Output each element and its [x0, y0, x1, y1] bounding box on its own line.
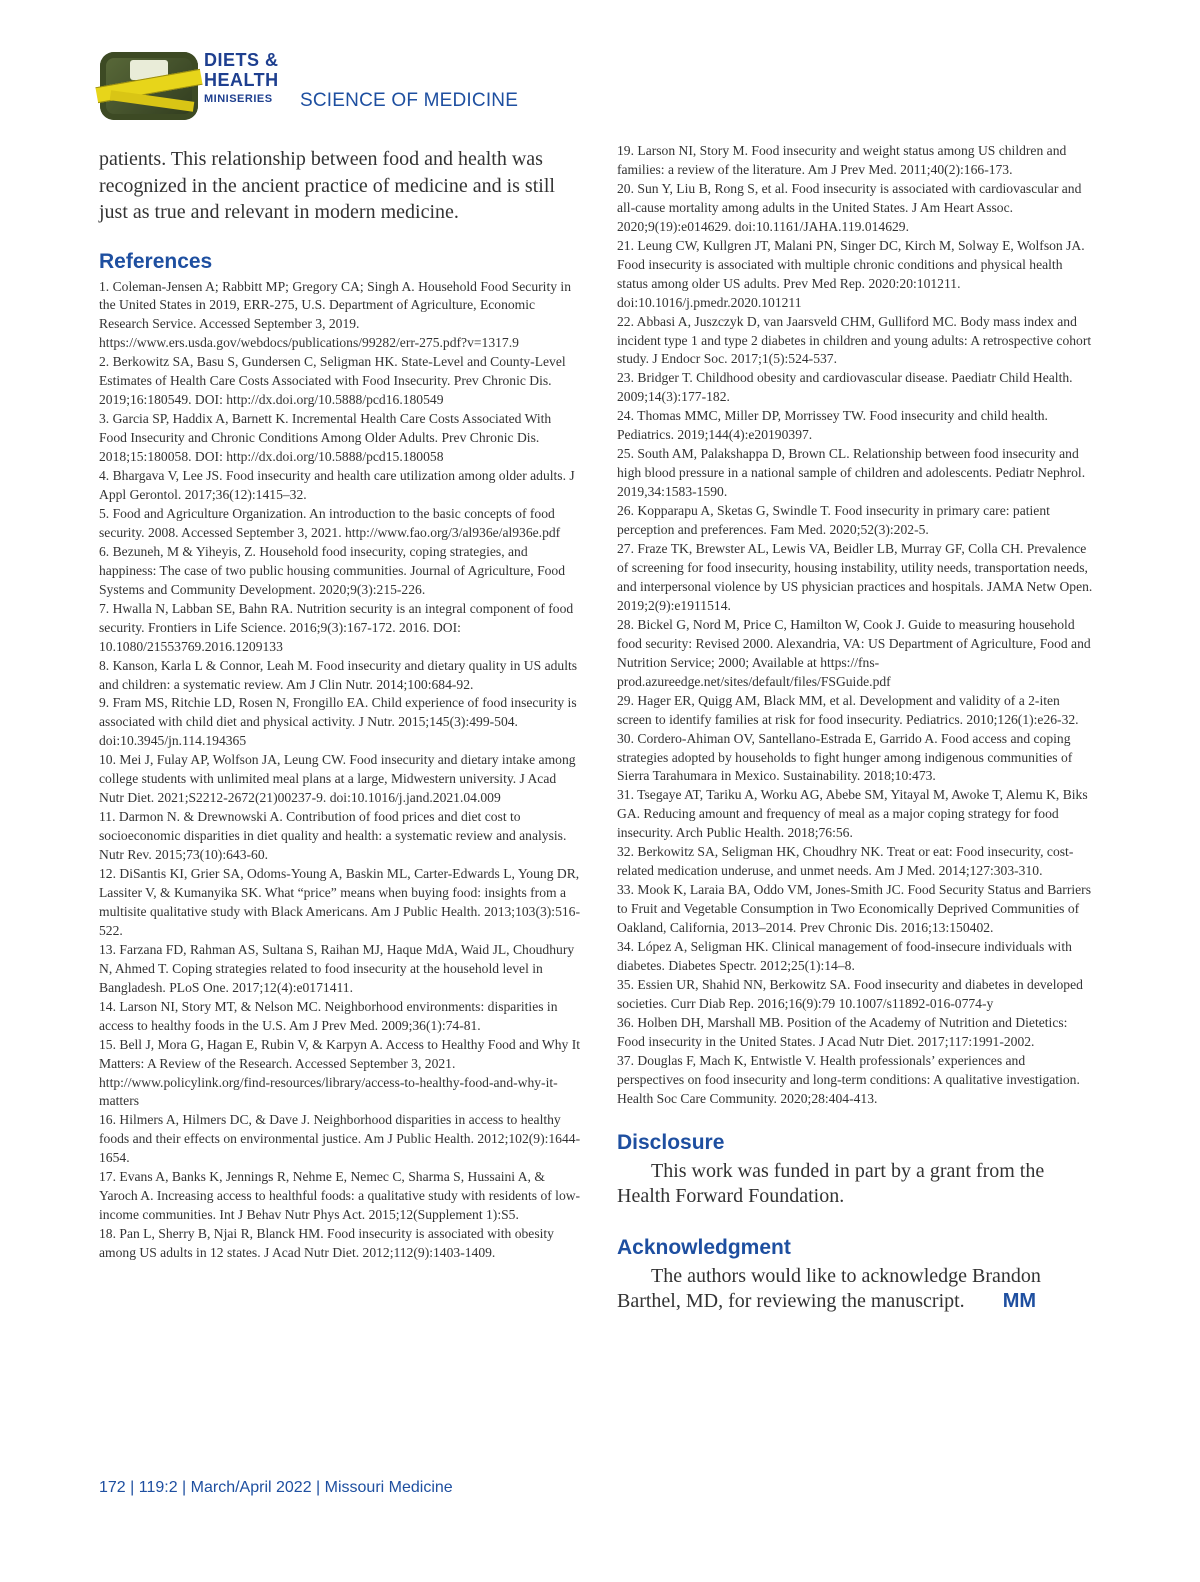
reference-item: 20. Sun Y, Liu B, Rong S, et al. Food insecurity is associated with cardiovascular and all-cause mortality among adults in the United States. J Am Heart Assoc. 2020;9(19):e014629. doi:10.1161/JAHA.119.014629.: [617, 180, 1082, 234]
logo-line-3: MINISERIES: [204, 93, 273, 105]
reference-item: 3. Garcia SP, Haddix A, Barnett K. Incremental Health Care Costs Associated With Food Insecurity and Chronic Conditions Among Older Adults. Prev Chronic Dis. 2018;15:180058. DOI: http://dx.doi.org/10.5888/pcd15.180058: [99, 411, 552, 465]
right-column: [617, 142, 1095, 1315]
reference-item: 7. Hwalla N, Labban SE, Bahn RA. Nutrition security is an integral component of food security. Frontiers in Life Science. 2016;9(3):167-172. 2016. DOI: 10.1080/21553769.2016.1209133: [99, 600, 574, 654]
reference-item: 27. Fraze TK, Brewster AL, Lewis VA, Beidler LB, Murray GF, Colla CH. Prevalence of screening for food insecurity, housing instability, utility needs, transportation needs, and interpersonal violence by US physician practices and hospitals. JAMA Netw Open. 2019;2(9):e1911514.: [617, 541, 1093, 613]
references-list-left: [99, 278, 581, 1264]
references-heading: References: [99, 249, 213, 273]
scale-icon: [100, 52, 198, 120]
reference-item: 36. Holben DH, Marshall MB. Position of the Academy of Nutrition and Dietetics: Food insecurity in the United States. J Acad Nutr Diet. 2017;117:1991-2002.: [617, 1014, 1068, 1049]
reference-item: 17. Evans A, Banks K, Jennings R, Nehme E, Nemec C, Sharma S, Hussaini A, & Yaroch A. Increasing access to healthful foods: a qualitative study with residents of low-income communities. Int J Behav Nutr Phys Act. 2015;12(Supplement 1):S5.: [99, 1169, 581, 1223]
reference-item: 13. Farzana FD, Rahman AS, Sultana S, Raihan MJ, Haque MdA, Waid JL, Choudhury N, Ahmed T. Coping strategies related to food insecurity at the household level in Bangladesh. PLoS One. 2017;12(4):e0171411.: [99, 941, 575, 995]
reference-item: 6. Bezuneh, M & Yiheyis, Z. Household food insecurity, coping strategies, and happiness: The case of two public housing communities. Journal of Agriculture, Food Systems and Community Development. 2020;9(3):215-226.: [99, 543, 566, 597]
reference-item: 29. Hager ER, Quigg AM, Black MM, et al. Development and validity of a 2-iten screen to identify families at risk for food insecurity. Pediatrics. 2010;126(1):e26-32.: [617, 692, 1079, 727]
reference-item: 28. Bickel G, Nord M, Price C, Hamilton W, Cook J. Guide to measuring household food security: Revised 2000. Alexandria, VA: US Department of Agriculture, Food and Nutrition Service; 2000; Available at https://fns-prod.azureedge.net/sites/default/files/FSGuide.pdf: [617, 616, 1091, 689]
page-footer: 172 | 119:2 | March/April 2022 | Missouri Medicine: [99, 1479, 453, 1496]
reference-item: 24. Thomas MMC, Miller DP, Morrissey TW. Food insecurity and child health. Pediatrics. 2019;144(4):e20190397.: [617, 408, 1048, 443]
acknowledgment-heading: Acknowledgment: [617, 1235, 791, 1259]
left-column: [99, 146, 581, 1263]
reference-item: 9. Fram MS, Ritchie LD, Rosen N, Frongillo EA. Child experience of food insecurity is associated with child diet and physical activity. J Nutr. 2015;145(3):499-504. doi:10.3945/jn.114.194365: [99, 695, 577, 749]
reference-item: 10. Mei J, Fulay AP, Wolfson JA, Leung CW. Food insecurity and dietary intake among college students with unlimited meal plans at a large, Midwestern university. J Acad Nutr Diet. 2021;S2212-2672(21)00237-9. doi:10.1016/j.jand.2021.04.009: [99, 752, 576, 806]
reference-item: 34. López A, Seligman HK. Clinical management of food-insecure individuals with diabetes. Diabetes Spectr. 2012;25(1):14–8.: [617, 939, 1072, 973]
reference-item: 15. Bell J, Mora G, Hagan E, Rubin V, & Karpyn A. Access to Healthy Food and Why It Matters: A Review of the Research. Accessed September 3, 2021. http://www.policylink.org/find-resources/library/access-to-healthy-food-and-why-it-matters: [99, 1036, 581, 1109]
reference-item: 35. Essien UR, Shahid NN, Berkowitz SA. Food insecurity and diabetes in developed societies. Curr Diab Rep. 2016;16(9):79 10.1007/s11892-016-0774-y: [617, 976, 1083, 1011]
logo-line-2: HEALTH: [204, 70, 279, 90]
reference-item: 33. Mook K, Laraia BA, Oddo VM, Jones-Smith JC. Food Security Status and Barriers to Fruit and Vegetable Consumption in Two Economically Deprived Communities of Oakland, California, 2013–2014. Prev Chronic Dis. 2016;13:150402.: [617, 882, 1091, 936]
reference-item: 12. DiSantis KI, Grier SA, Odoms-Young A, Baskin ML, Carter-Edwards L, Young DR, Lassiter V, & Kumanyika SK. What “price” means when buying food: insights from a multisite qualitative study with Black Americans. Am J Public Health. 2013;103(3):516-522.: [99, 866, 581, 938]
reference-item: 22. Abbasi A, Juszczyk D, van Jaarsveld CHM, Gulliford MC. Body mass index and incident type 1 and type 2 diabetes in children and young adults: A retrospective cohort study. J Endocr Soc. 2017;1(5):524-537.: [617, 313, 1092, 367]
reference-item: 5. Food and Agriculture Organization. An introduction to the basic concepts of food security. 2008. Accessed September 3, 2021. http://www.fao.org/3/al936e/al936e.pdf: [99, 505, 561, 540]
reference-item: 32. Berkowitz SA, Seligman HK, Choudhry NK. Treat or eat: Food insecurity, cost-related medication underuse, and unmet needs. Am J Med. 2014;127:303-310.: [617, 844, 1074, 879]
reference-item: 18. Pan L, Sherry B, Njai R, Blanck HM. Food insecurity is associated with obesity among US adults in 12 states. J Acad Nutr Diet. 2012;112(9):1403-1409.: [99, 1226, 554, 1261]
reference-item: 16. Hilmers A, Hilmers DC, & Dave J. Neighborhood disparities in access to healthy foods and their effects on environmental justice. Am J Public Health. 2012;102(9):1644-1654.: [99, 1112, 581, 1166]
reference-item: 2. Berkowitz SA, Basu S, Gundersen C, Seligman HK. State-Level and County-Level Estimates of Health Care Costs Associated with Food Insecurity. Prev Chronic Dis. 2019;16:180549. DOI: http://dx.doi.org/10.5888/pcd16.180549: [99, 354, 566, 408]
missouri-medicine-end-mark: MM: [1002, 1290, 1037, 1313]
section-title: SCIENCE OF MEDICINE: [300, 90, 519, 111]
reference-item: 37. Douglas F, Mach K, Entwistle V. Health professionals’ experiences and perspectives on food insecurity and long-term conditions: A qualitative investigation. Health Soc Care Community. 2020;28:404-413.: [617, 1052, 1080, 1106]
reference-item: 8. Kanson, Karla L & Connor, Leah M. Food insecurity and dietary quality in US adults and children: a systematic review. Am J Clin Nutr. 2014;100:684-92.: [99, 657, 578, 692]
reference-item: 23. Bridger T. Childhood obesity and cardiovascular disease. Paediatr Child Health. 2009;14(3):177-182.: [617, 370, 1073, 405]
diets-health-miniseries-logo: [100, 46, 292, 124]
reference-item: 21. Leung CW, Kullgren JT, Malani PN, Singer DC, Kirch M, Solway E, Wolfson JA. Food insecurity is associated with multiple chronic conditions and physical health status among older US adults. Prev Med Rep. 2020:20:101211. doi:10.1016/j.pmedr.2020.101211: [617, 237, 1085, 310]
reference-item: 19. Larson NI, Story M. Food insecurity and weight status among US children and families: a review of the literature. Am J Prev Med. 2011;40(2):166-173.: [617, 143, 1067, 177]
intro-paragraph: patients. This relationship between food and health was recognized in the ancient practice of medicine and is still just as true and relevant in modern medicine.: [99, 148, 555, 223]
reference-item: 11. Darmon N. & Drewnowski A. Contribution of food prices and diet cost to socioeconomic disparities in diet quality and health: a systematic review and analysis. Nutr Rev. 2015;73(10):643-60.: [99, 809, 567, 863]
reference-item: 4. Bhargava V, Lee JS. Food insecurity and health care utilization among older adults. J Appl Gerontol. 2017;36(12):1415–32.: [99, 468, 575, 502]
reference-item: 14. Larson NI, Story MT, & Nelson MC. Neighborhood environments: disparities in access to healthy foods in the U.S. Am J Prev Med. 2009;36(1):74-81.: [99, 998, 558, 1033]
reference-item: 31. Tsegaye AT, Tariku A, Worku AG, Abebe SM, Yitayal M, Awoke T, Alemu K, Biks GA. Reducing amount and frequency of meal as a major coping strategy for food insecurity. Arch Public Health. 2018;76:56.: [617, 787, 1088, 841]
disclosure-heading: Disclosure: [617, 1130, 725, 1154]
reference-item: 26. Kopparapu A, Sketas G, Swindle T. Food insecurity in primary care: patient perception and preferences. Fam Med. 2020;52(3):202-5.: [617, 503, 1050, 538]
reference-item: 1. Coleman-Jensen A; Rabbitt MP; Gregory CA; Singh A. Household Food Security in the United States in 2019, ERR-275, U.S. Department of Agriculture, Economic Research Service. Accessed September 3, 2019. https://www.ers.usda.gov/webdocs/publications/99282/err-275.pdf?v=1317.9: [99, 278, 571, 351]
logo-line-1: DIETS &: [204, 50, 279, 70]
reference-item: 25. South AM, Palakshappa D, Brown CL. Relationship between food insecurity and high blood pressure in a national sample of children and adolescents. Pediatr Nephrol. 2019,34:1583-1590.: [617, 446, 1086, 500]
acknowledgment-paragraph: [617, 1264, 1095, 1315]
references-list-right: [617, 142, 1095, 1109]
disclosure-text: This work was funded in part by a grant from the Health Forward Foundation.: [617, 1159, 1045, 1208]
acknowledgment-text: The authors would like to acknowledge Brandon Barthel, MD, for reviewing the manuscript.: [617, 1264, 1041, 1313]
reference-item: 30. Cordero-Ahiman OV, Santellano-Estrada E, Garrido A. Food access and coping strategies adopted by households to fight hunger among indigenous communities of Sierra Tarahumara in Mexico. Sustainability. 2018;10:473.: [617, 730, 1073, 784]
